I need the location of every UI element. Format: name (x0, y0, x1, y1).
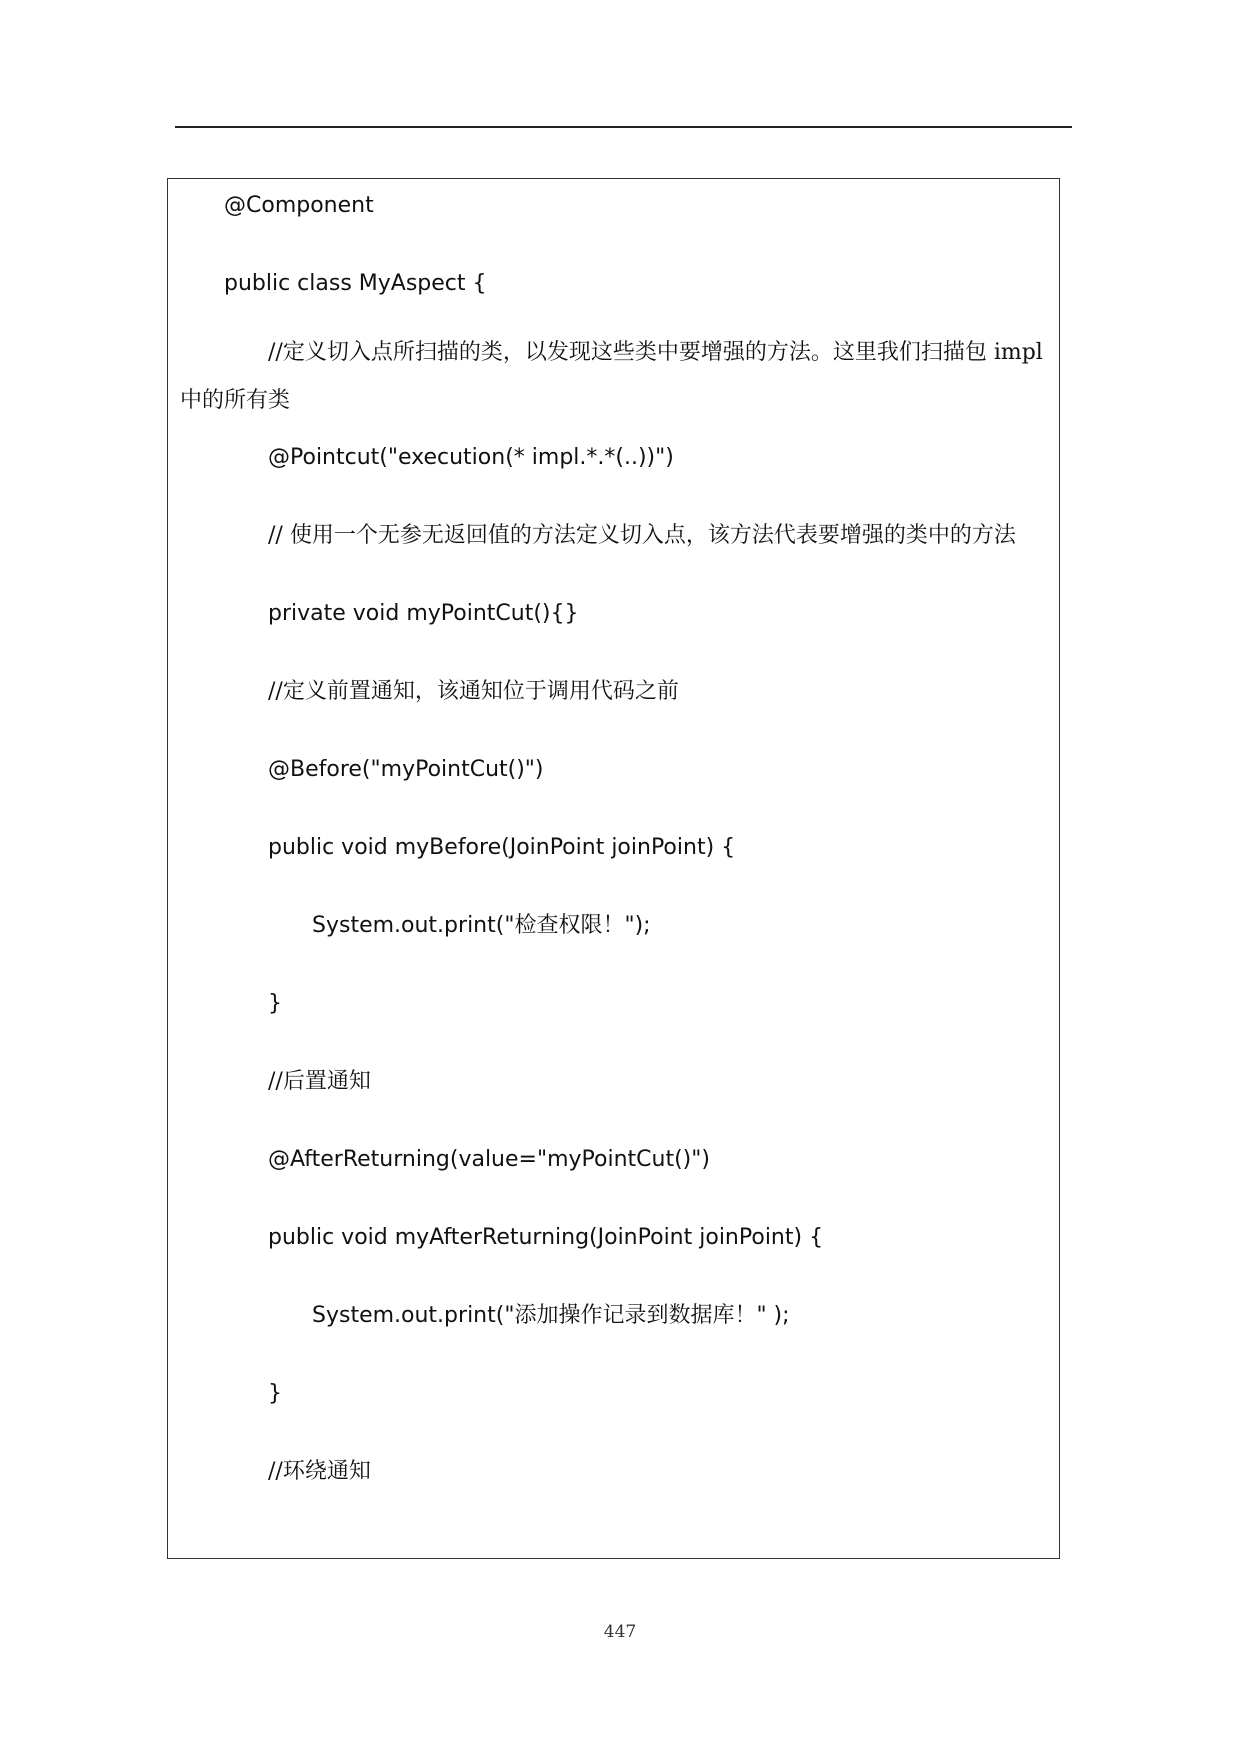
code-listing-box (167, 178, 1060, 1559)
code-line: @AfterReturning(value="myPointCut()") (268, 1147, 710, 1172)
code-line: @Pointcut("execution(* impl.*.*(..))") (268, 445, 674, 470)
code-comment-line: //后置通知 (268, 1069, 371, 1094)
code-comment-line: // 使用一个无参无返回值的方法定义切入点，该方法代表要增强的类中的方法 (268, 523, 1016, 548)
code-line: System.out.print("添加操作记录到数据库！" ); (312, 1303, 790, 1328)
page-number: 447 (603, 1622, 637, 1642)
code-comment-line: //环绕通知 (268, 1459, 371, 1484)
code-line: public class MyAspect { (224, 271, 487, 296)
code-line: public void myBefore(JoinPoint joinPoint) { (268, 835, 736, 860)
code-line: System.out.print("检查权限！"); (312, 913, 651, 938)
code-line: @Before("myPointCut()") (268, 757, 544, 782)
code-line: } (268, 991, 282, 1016)
code-line: @Component (224, 193, 374, 218)
code-line: public void myAfterReturning(JoinPoint joinPoint) { (268, 1225, 824, 1250)
code-comment-line: //定义前置通知，该通知位于调用代码之前 (268, 679, 679, 704)
code-line: } (268, 1381, 282, 1406)
header-rule (175, 126, 1072, 128)
code-line: private void myPointCut(){} (268, 601, 579, 626)
code-comment-line: //定义切入点所扫描的类，以发现这些类中要增强的方法。这里我们扫描包 impl 中的所有类 (180, 340, 1043, 413)
